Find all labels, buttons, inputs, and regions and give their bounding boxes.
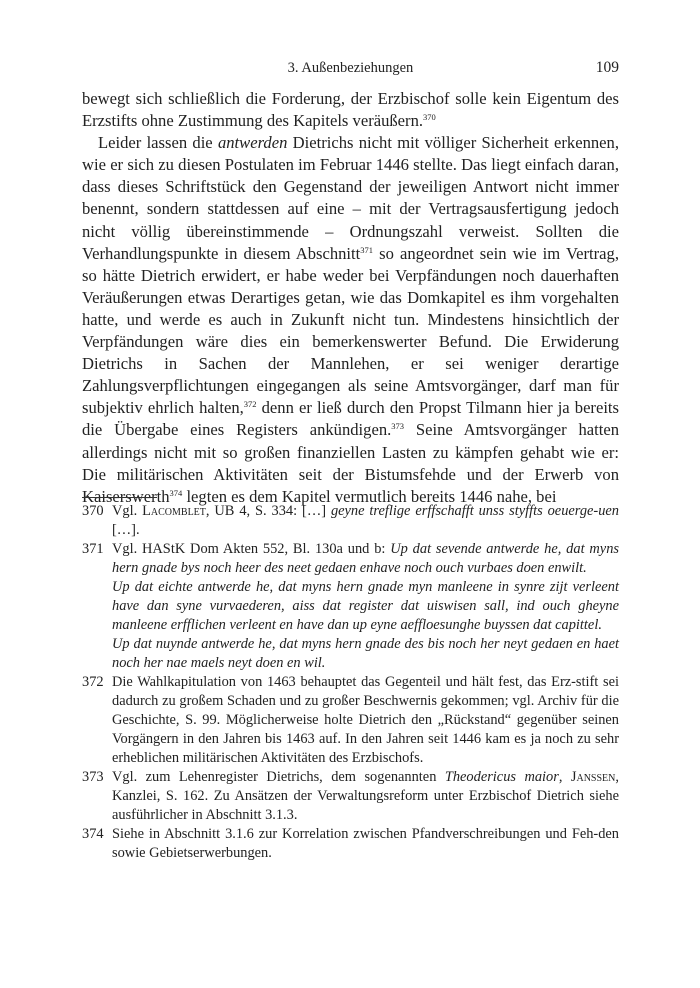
footnote-370: 370 Vgl. Lacomblet, UB 4, S. 334: […] geyne treflige erffschafft unss styffts oeuerge-uen […]. <box>82 503 619 538</box>
main-text <box>82 88 619 508</box>
author-name: Lacomblet <box>142 503 206 519</box>
footnote-number: 374 <box>82 826 104 842</box>
footnote-number: 370 <box>82 503 104 519</box>
footnote-371: 371 Vgl. HAStK Dom Akten 552, Bl. 130a und b: Up dat sevende antwerde he, dat myns hern gnade bys noch heer des neet gedaen enhave noch ouch vurbaes doen enwilt. Up dat eichte antwerde he, dat myns hern gnade myn manleene in synre zijt verleent have dan syne vurvaederen, aiss dat register dat uiswisen sall, ind ouch gheyne manleene erfflichen verleent en have dan up eyne aeffloesunghe buyssen dat capittel. Up dat nuynde antwerde he, dat myns hern gnade des bis noch her neyt gedaen en haet noch her nae maels neyt doen en wil. <box>82 541 619 671</box>
author-name: Janssen <box>570 769 616 785</box>
chapter-title: 3. Außenbeziehungen <box>287 60 414 76</box>
footnote-ref-370[interactable]: 370 <box>423 112 436 123</box>
footnote-number: 373 <box>82 769 104 785</box>
paragraph-1: bewegt sich schließlich die Forderung, der Erzbischof solle kein Eigentum des Erzstifts ohne Zustimmung des Kapitels veräußern.$^{370}$ <box>82 89 619 131</box>
footnote-quote: Up dat eichte antwerde he, dat myns hern gnade myn manleene in synre zijt verleent have dan syne vurvaederen, aiss dat register dat uiswisen sall, ind ouch gheyne manleene erfflichen verleent en have dan up eyne aeffloesunghe buyssen dat capittel. <box>112 579 619 633</box>
footnote-ref-373[interactable]: 373 <box>391 421 405 432</box>
footnote-373: 373 Vgl. zum Lehenregister Dietrichs, dem sogenannten Theodericus maior, Janssen, Kanzlei, S. 162. Zu Ansätzen der Verwaltungsreform unter Erzbischof Dietrich siehe ausführlicher in Abschnitt 3.1.3. <box>82 769 619 823</box>
running-head <box>82 60 619 80</box>
italic-term: antwerden <box>217 133 288 153</box>
footnote-number: 372 <box>82 674 104 690</box>
footnote-ref-371[interactable]: 371 <box>360 244 373 255</box>
footnotes <box>82 502 619 863</box>
footnote-ref-372[interactable]: 372 <box>243 399 257 410</box>
footnote-ref-374[interactable]: 374 <box>169 487 183 498</box>
footnote-number: 371 <box>82 541 104 557</box>
footnote-separator <box>82 497 157 498</box>
footnote-372: 372 Die Wahlkapitulation von 1463 behauptet das Gegenteil und hält fest, das Erz-stift sei dadurch zu großem Schaden und zu großer Beschwernis gekommen; vgl. Archiv für die Geschichte, S. 99. Möglicherweise holte Dietrich den „Rückstand“ gegenüber seinen Vorgängern in den Jahren bis 1463 auf. In den Jahren seit 1446 kam es ja noch zu sehr erheblichen militärischen Aktivitäten des Erzbischofs. <box>82 674 619 766</box>
page-number: 109 <box>595 59 619 76</box>
footnote-374: 374 Siehe in Abschnitt 3.1.6 zur Korrelation zwischen Pfandverschreibungen und Feh-den sowie Gebietserwerbungen. <box>82 826 619 861</box>
footnote-quote: Up dat nuynde antwerde he, dat myns hern gnade des bis noch her neyt gedaen en haet noch her nae maels neyt doen en wil. <box>112 636 619 671</box>
paragraph-2: Leider lassen die antwerden Dietrichs nicht mit völliger Sicherheit erkennen, wie er sich zu diesen Postulaten im Februar 1446 stellte. Das liegt einfach daran, dass dieses Schriftstück den Gegenstand der jeweiligen Antwort nicht immer benennt, sondern stattdessen auf eine – mit der Vertragsausfertigung jedoch nicht völlig übereinstimmende – Ordnungszahl verweist. Sollten die Verhandlungspunkte in diesem Abschnitt$^{371}$ so angeordnet sein wie im Vertrag, so hätte Dietrich erwidert, er habe weder bei Verpfändungen noch dauerhaften Veräußerungen etwas Derartiges getan, wie das Domkapitel es ihm vorgehalten hatte, und werde es auch in Zukunft nicht tun. Mindestens hinsichtlich der Verpfändungen wäre dies ein bemerkenswerter Befund. Die Erwiderung Dietrichs in Sachen der Mannlehen, er sei weniger derartige Zahlungsverpflichtungen eingegangen als seine Amtsvorgänger, darf man für subjektiv ehrlich halten,$^{372}$ denn er ließ durch den Propst Tilmann hier ja bereits die Übergabe eines Registers ankündigen.$^{373}$ Seine Amtsvorgänger hatten allerdings nicht mit so großen finanziellen Lasten zu kämpfen gehabt wie er: Die militärischen Aktivitäten seit der Bistumsfehde und der Erwerb von Kaiserswerth$^{374}$ legten es dem Kapitel vermutlich bereits 1446 nahe, bei <box>82 133 620 506</box>
